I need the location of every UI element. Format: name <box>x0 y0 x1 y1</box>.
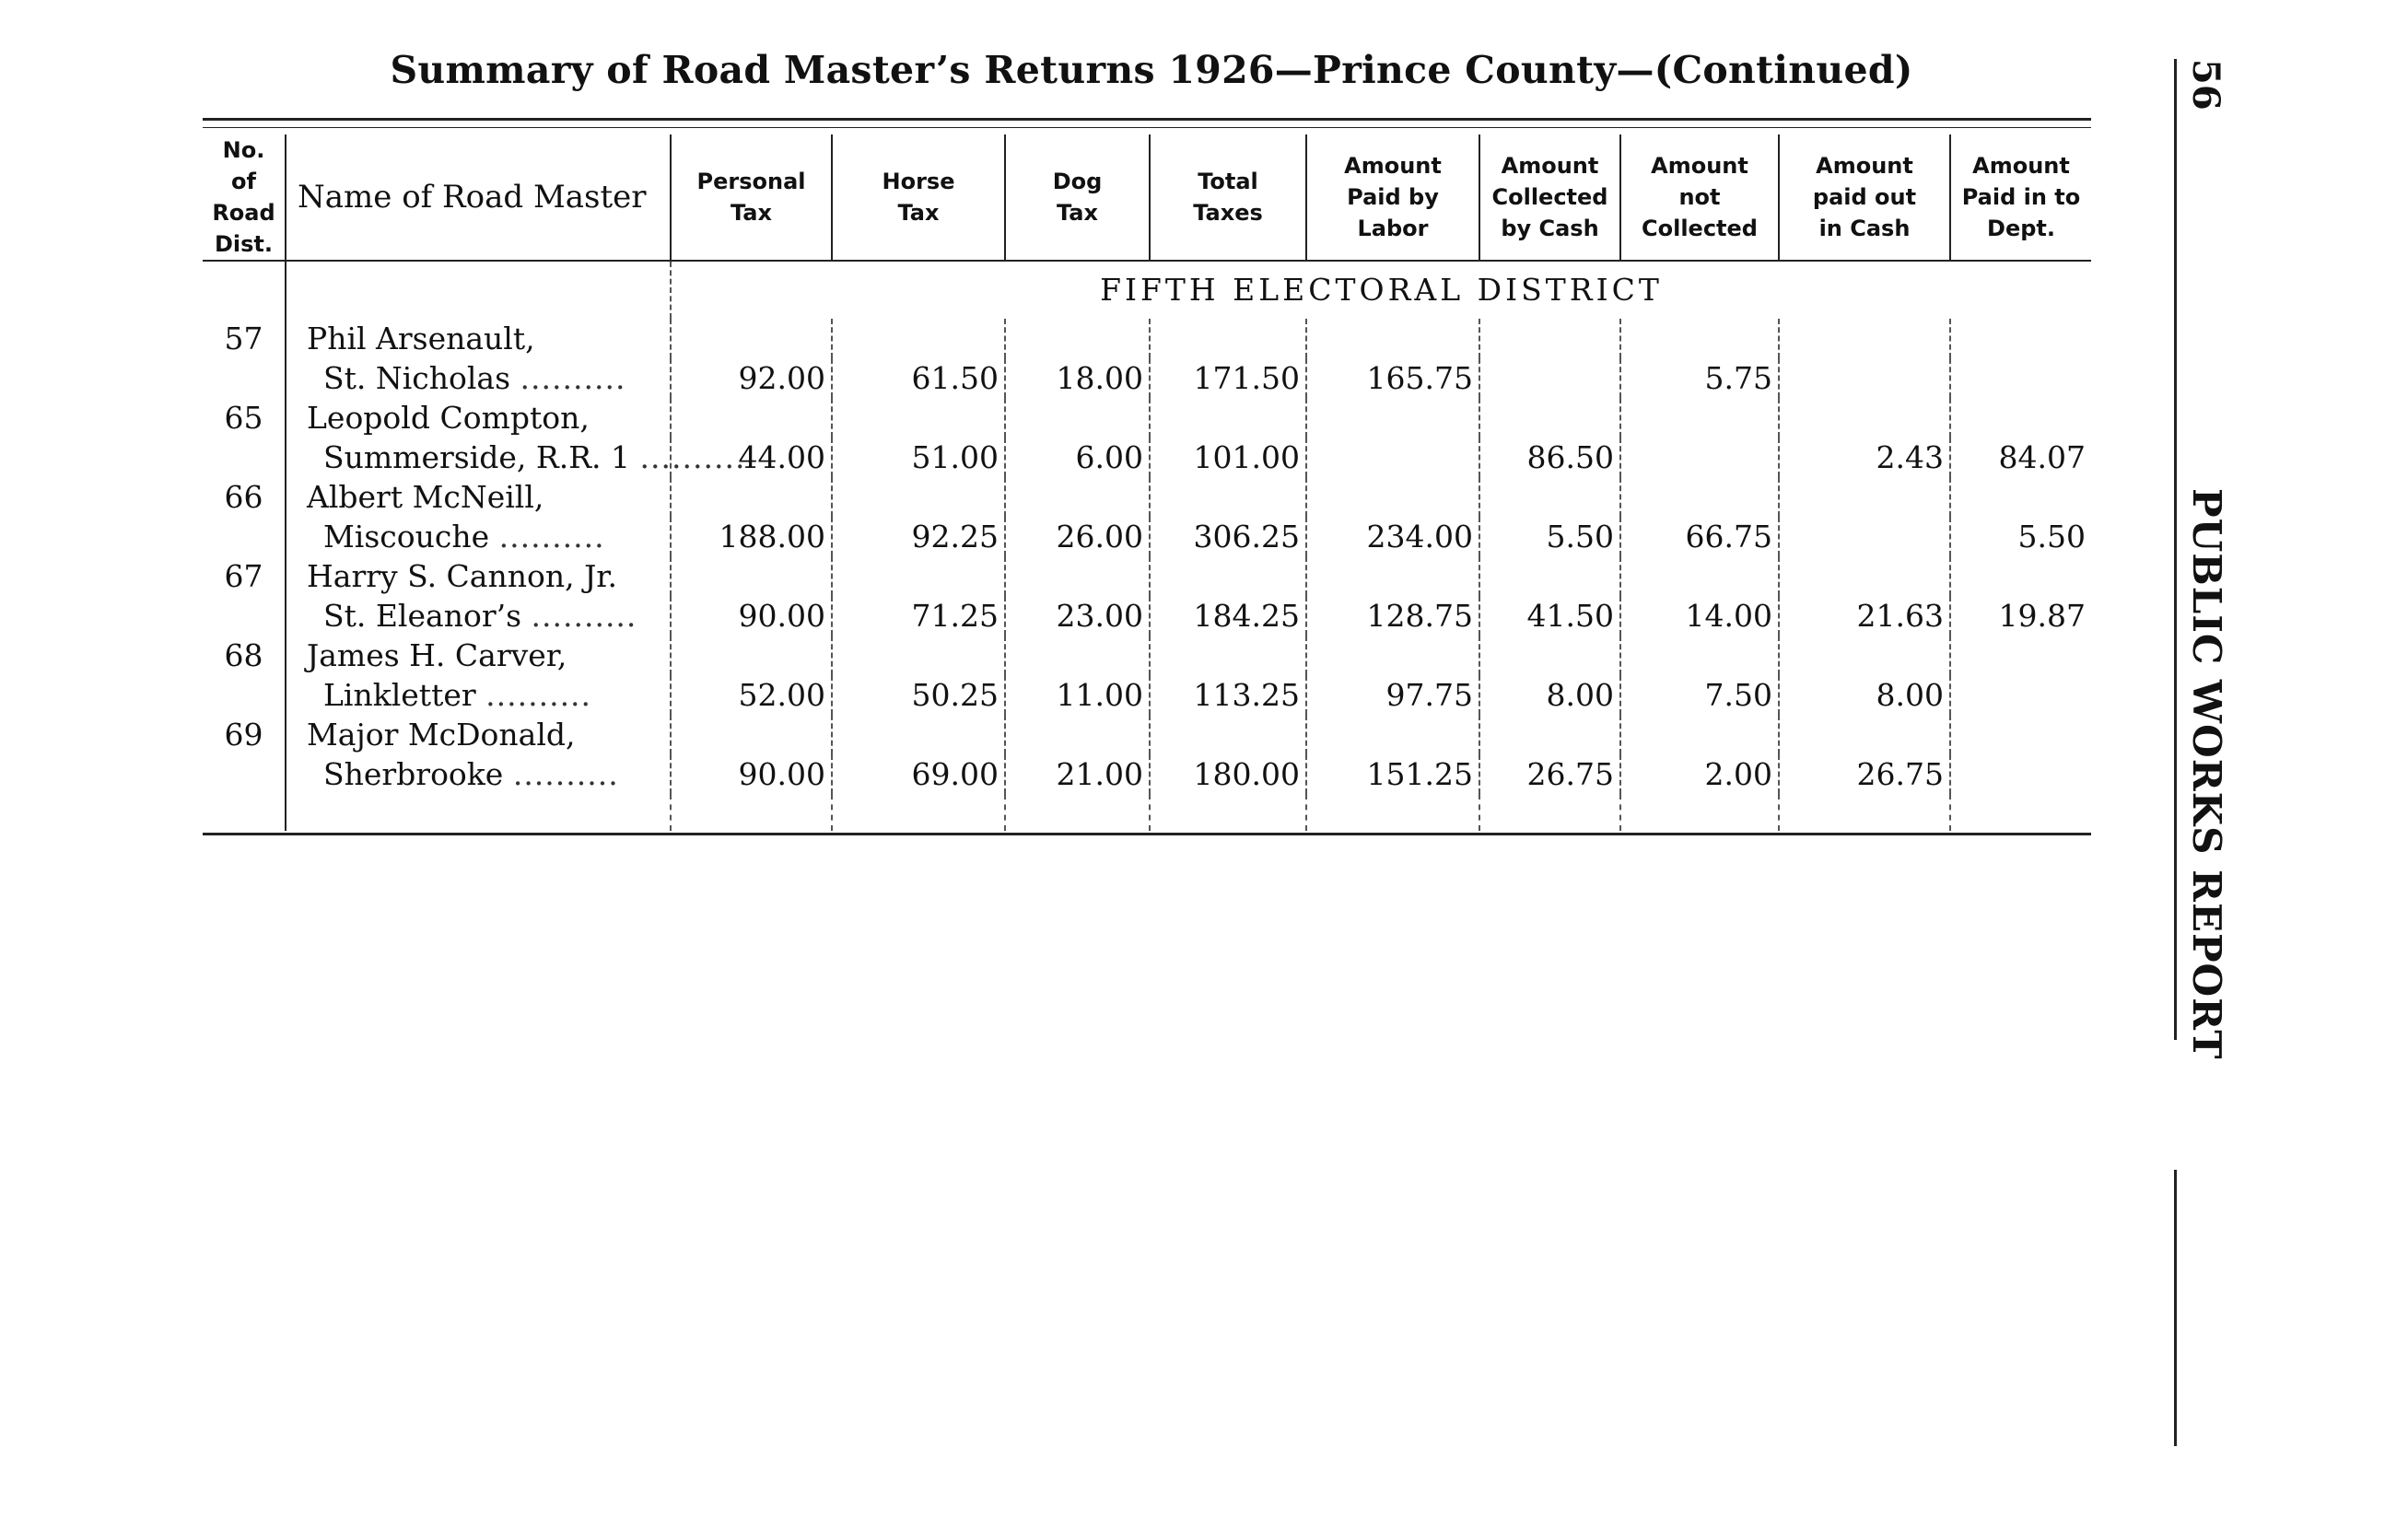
table-row <box>203 636 2091 675</box>
cell-total: 101.00 <box>1150 438 1306 477</box>
cell-cash: 41.50 <box>1479 596 1620 636</box>
cell-labor: 128.75 <box>1306 596 1479 636</box>
cell-cash: 26.75 <box>1479 754 1620 794</box>
table-row-values: Miscouche .......... 188.00 92.25 26.00 306.25 234.00 5.50 66.75 5.50 <box>203 517 2091 556</box>
road-master-table <box>203 134 2091 831</box>
road-master-location: Miscouche <box>323 519 490 554</box>
cell-total: 306.25 <box>1150 517 1306 556</box>
road-master-name: Albert McNeill, <box>286 477 671 517</box>
road-master-name: Leopold Compton, <box>286 398 671 438</box>
cell-personal: 44.00 <box>671 438 832 477</box>
road-dist-no: 69 <box>203 715 286 754</box>
side-rule-lower <box>2174 1170 2177 1446</box>
cell-dept: 19.87 <box>1998 598 2086 634</box>
cell-labor: 97.75 <box>1306 675 1479 715</box>
road-dist-no: 67 <box>203 556 286 596</box>
cell-paid-out <box>1779 358 1950 398</box>
top-rule <box>203 118 2091 121</box>
cell-not-collected: 7.50 <box>1620 675 1779 715</box>
cell-cash <box>1479 358 1620 398</box>
road-master-name: Phil Arsenault, <box>286 319 671 358</box>
page-number: 56 <box>2184 59 2227 111</box>
cell-horse: 51.00 <box>832 438 1005 477</box>
table-row-values: St. Nicholas .......... 92.00 61.50 18.00 171.50 165.75 5.75 <box>203 358 2091 398</box>
cell-not-collected: 2.00 <box>1620 754 1779 794</box>
bottom-rule <box>203 833 2091 835</box>
road-master-name: James H. Carver, <box>286 636 671 675</box>
cell-cash: 8.00 <box>1479 675 1620 715</box>
cell-paid-out: 8.00 <box>1779 675 1950 715</box>
road-master-location: Summerside, R.R. 1 <box>323 439 631 475</box>
cell-dept <box>1950 358 2091 398</box>
cell-personal: 90.00 <box>671 596 832 636</box>
table-row-values: Linkletter .......... 52.00 50.25 11.00 113.25 97.75 8.00 7.50 8.00 <box>203 675 2091 715</box>
cell-total: 171.50 <box>1150 358 1306 398</box>
cell-horse: 69.00 <box>832 754 1005 794</box>
road-dist-no: 66 <box>203 477 286 517</box>
cell-dept <box>1950 754 2091 794</box>
table-row <box>203 715 2091 754</box>
cell-total: 180.00 <box>1150 754 1306 794</box>
cell-horse: 61.50 <box>832 358 1005 398</box>
cell-personal: 52.00 <box>671 675 832 715</box>
running-head: PUBLIC WORKS REPORT <box>2184 488 2229 1060</box>
cell-labor: 165.75 <box>1306 358 1479 398</box>
road-master-name: Major McDonald, <box>286 715 671 754</box>
side-rule-upper <box>2174 59 2177 1040</box>
header-name: Name of Road Master <box>286 134 671 261</box>
table-row <box>203 398 2091 438</box>
cell-total: 184.25 <box>1150 596 1306 636</box>
table-row-values: St. Eleanor’s .......... 90.00 71.25 23.00 184.25 128.75 41.50 14.00 21.63 19.87 <box>203 596 2091 636</box>
district-label: FIFTH ELECTORAL DISTRICT <box>1100 272 1663 308</box>
district-row <box>203 261 2091 319</box>
cell-personal: 92.00 <box>671 358 832 398</box>
header-horse-tax: Horse Tax <box>832 134 1005 261</box>
cell-paid-out: 26.75 <box>1779 754 1950 794</box>
cell-not-collected <box>1620 438 1779 477</box>
cell-not-collected: 66.75 <box>1620 517 1779 556</box>
header-row <box>203 134 2091 261</box>
table-spacer-row <box>203 794 2091 831</box>
table-row <box>203 319 2091 358</box>
cell-dept: 84.07 <box>1998 439 2086 475</box>
road-master-location: Linkletter <box>323 677 476 713</box>
road-master-location: Sherbrooke <box>323 756 504 792</box>
header-dog-tax: Dog Tax <box>1005 134 1150 261</box>
road-dist-no: 65 <box>203 398 286 438</box>
header-paid-out-cash: Amount paid out in Cash <box>1779 134 1950 261</box>
cell-dog: 18.00 <box>1005 358 1150 398</box>
cell-paid-out: 2.43 <box>1779 438 1950 477</box>
header-road-dist: No. of Road Dist. <box>203 134 286 261</box>
cell-paid-out <box>1779 517 1950 556</box>
cell-dept <box>1950 675 2091 715</box>
cell-horse: 92.25 <box>832 517 1005 556</box>
header-paid-to-dept: Amount Paid in to Dept. <box>1961 153 2081 241</box>
cell-dog: 23.00 <box>1005 596 1150 636</box>
cell-dog: 21.00 <box>1005 754 1150 794</box>
cell-horse: 71.25 <box>832 596 1005 636</box>
cell-not-collected: 5.75 <box>1620 358 1779 398</box>
road-dist-no: 68 <box>203 636 286 675</box>
table-row-values: Summerside, R.R. 1 .......... 44.00 51.00 6.00 101.00 86.50 2.43 84.07 <box>203 438 2091 477</box>
road-dist-no: 57 <box>203 319 286 358</box>
table-row <box>203 556 2091 596</box>
cell-dog: 6.00 <box>1005 438 1150 477</box>
cell-total: 113.25 <box>1150 675 1306 715</box>
cell-dept: 5.50 <box>2017 519 2086 554</box>
cell-paid-out: 21.63 <box>1779 596 1950 636</box>
header-not-collected: Amount not Collected <box>1620 134 1779 261</box>
cell-personal: 90.00 <box>671 754 832 794</box>
cell-cash: 5.50 <box>1479 517 1620 556</box>
cell-labor: 234.00 <box>1306 517 1479 556</box>
road-master-name: Harry S. Cannon, Jr. <box>286 556 671 596</box>
cell-dog: 26.00 <box>1005 517 1150 556</box>
cell-horse: 50.25 <box>832 675 1005 715</box>
cell-labor: 151.25 <box>1306 754 1479 794</box>
road-master-location: St. Eleanor’s <box>323 598 522 634</box>
cell-labor <box>1306 438 1479 477</box>
table-row-values: Sherbrooke .......... 90.00 69.00 21.00 180.00 151.25 26.75 2.00 26.75 <box>203 754 2091 794</box>
page-title: Summary of Road Master’s Returns 1926—Prince County—(Continued) <box>390 48 1913 92</box>
header-paid-by-labor: Amount Paid by Labor <box>1306 134 1479 261</box>
header-personal-tax: Personal Tax <box>671 134 832 261</box>
cell-dog: 11.00 <box>1005 675 1150 715</box>
top-rule-thin <box>203 127 2091 128</box>
cell-cash: 86.50 <box>1479 438 1620 477</box>
cell-personal: 188.00 <box>671 517 832 556</box>
road-master-location: St. Nicholas <box>323 360 511 396</box>
header-total-taxes: Total Taxes <box>1150 134 1306 261</box>
header-collected-by-cash: Amount Collected by Cash <box>1479 134 1620 261</box>
cell-not-collected: 14.00 <box>1620 596 1779 636</box>
table-row <box>203 477 2091 517</box>
